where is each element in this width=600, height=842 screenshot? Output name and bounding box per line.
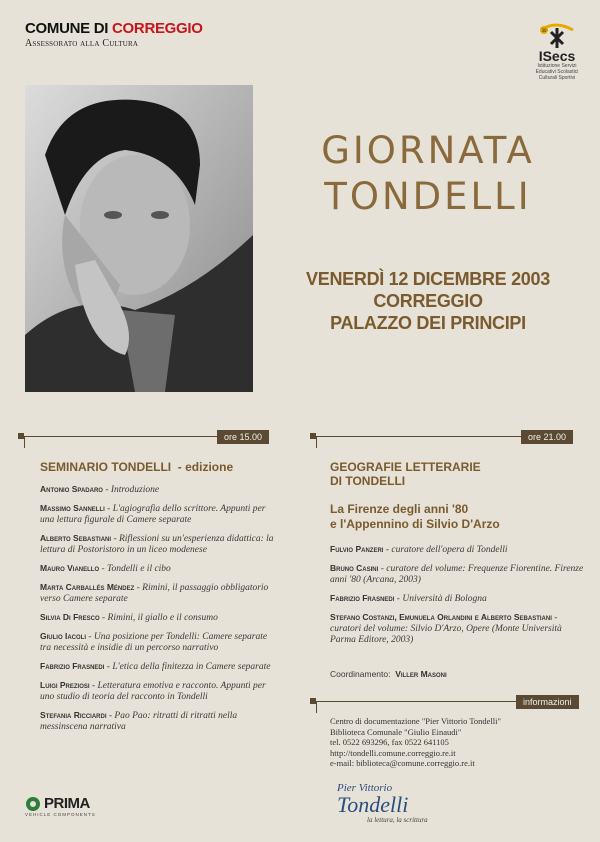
comune-logo <box>25 20 203 49</box>
event-city: CORREGGIO <box>373 291 483 311</box>
section-divider <box>24 436 25 448</box>
speaker-name: Fabrizio Frasnedi <box>40 661 105 671</box>
logo-last-name: Tondelli <box>337 792 409 817</box>
assessorato-label: Assessorato alla Cultura <box>25 38 139 49</box>
prima-name: PRIMA <box>44 795 90 812</box>
talk-title: - Letteratura emotiva e racconto. Appunti per uno studio di teoria del racconto in Tondelli <box>40 681 266 702</box>
svg-text:30: 30 <box>541 28 547 33</box>
isecs-logo <box>527 22 587 81</box>
author-portrait <box>25 85 253 392</box>
speaker-name: Fulvio Panzeri <box>330 544 384 554</box>
program-item <box>40 612 280 623</box>
coordination: Coordinamento: Viller Masoni <box>330 669 447 679</box>
speaker-name: Stefania Ricciardi <box>40 710 107 720</box>
talk-title: - curatori del volume: Silvio D'Arzo, Opere (Monte Università Parma Editore, 2003) <box>330 613 562 645</box>
prima-subtitle: VEHICLE COMPONENTS <box>25 812 96 817</box>
talk-title: - Università di Bologna <box>394 594 487 604</box>
program-item <box>330 544 585 555</box>
program-item <box>40 631 280 653</box>
isecs-name: ISecs <box>538 48 576 64</box>
program-item <box>40 661 280 672</box>
program-item <box>40 582 280 604</box>
evening-subtitle-2: e l'Appennino di Silvio D'Arzo <box>330 517 500 531</box>
prima-icon <box>25 796 41 812</box>
afternoon-time-tag: ore 15.00 <box>217 430 269 444</box>
section-divider <box>316 436 521 437</box>
contact-line: e-mail: biblioteca@comune.correggio.re.it <box>330 758 475 768</box>
program-item <box>40 563 280 574</box>
speaker-name: Silvia Di Fresco <box>40 612 100 622</box>
program-item <box>40 484 280 495</box>
talk-title: - Rimini, il passaggio obbligatorio verso Camere separate <box>40 583 269 604</box>
speaker-name: Alberto Sebastiani <box>40 533 112 543</box>
evening-title-1: GEOGRAFIE LETTERARIE <box>330 460 481 474</box>
speaker-name: Marta Carballés Méndez <box>40 582 135 592</box>
isecs-figure-icon <box>535 22 579 50</box>
seminar-section <box>40 460 280 740</box>
section-divider <box>24 436 217 437</box>
event-venue: PALAZZO DEI PRINCIPI <box>330 313 526 333</box>
talk-title: - Tondelli e il cibo <box>99 564 171 574</box>
talk-title: - Pao Pao: ritratti di ritratti nella messinscena narrativa <box>40 711 238 732</box>
tondelli-logo <box>337 782 428 824</box>
program-item <box>330 612 585 645</box>
seminar-title: SEMINARIO TONDELLI - edizione <box>40 460 234 474</box>
speaker-name: Massimo Sannelli <box>40 503 105 513</box>
evening-section <box>330 460 585 653</box>
talk-title: - Rimini, il giallo e il consumo <box>99 613 218 623</box>
contact-line: tel. 0522 693296, fax 0522 641105 <box>330 737 449 747</box>
contact-line: Biblioteca Comunale "Giulio Einaudi" <box>330 726 462 737</box>
talk-title: - L'etica della finitezza in Camere separate <box>104 662 271 672</box>
speaker-name: Stefano Costanzi, Emunuela Orlandini e Alberto Sebastiani <box>330 612 552 622</box>
speaker-name: Mauro Vianello <box>40 563 100 573</box>
speaker-name: Luigi Preziosi <box>40 680 90 690</box>
seminar-program <box>40 484 280 732</box>
speaker-name: Giulio Iacoli <box>40 631 86 641</box>
evening-time-tag: ore 21.00 <box>521 430 573 444</box>
speaker-name: Bruno Casini <box>330 563 379 573</box>
section-divider <box>316 701 317 713</box>
program-item <box>40 533 280 555</box>
speaker-name: Antonio Spadaro <box>40 484 103 494</box>
section-divider <box>316 701 516 702</box>
contact-line: Centro di documentazione "Pier Vittorio Tondelli" <box>330 716 502 726</box>
logo-first-name: Pier Vittorio <box>337 782 393 794</box>
talk-title: - L'agiografia dello scrittore. Appunti per una lettura figurale di Camere separate <box>40 504 266 525</box>
title-line-2: TONDELLI <box>324 175 532 218</box>
event-title <box>278 128 578 220</box>
evening-title-2: DI TONDELLI <box>330 474 406 488</box>
speaker-name: Fabrizio Frasnedi <box>330 593 395 603</box>
isecs-subtitle: Istituzione Servizi Educativi Scolastici Culturali Sportivi <box>535 63 579 81</box>
contact-info <box>330 716 590 769</box>
program-item <box>40 680 280 702</box>
evening-program <box>330 544 585 645</box>
comune-name: COMUNE DI CORREGGIO <box>25 20 203 37</box>
program-item <box>40 710 280 732</box>
event-details <box>278 268 578 334</box>
talk-title: - curatore dell'opera di Tondelli <box>383 545 508 555</box>
evening-subtitle-1: La Firenze degli anni '80 <box>330 502 469 516</box>
talk-title: - Una posizione per Tondelli: Camere separate tra necessità e insidie di un percorso narrativo <box>40 632 268 653</box>
logo-tagline: la lettura, la scrittura <box>367 816 428 824</box>
contact-line: http://tondelli.comune.correggio.re.it <box>330 747 456 758</box>
program-item <box>330 563 585 585</box>
event-date: VENERDÌ 12 DICEMBRE 2003 <box>306 269 550 289</box>
prima-logo <box>25 795 96 817</box>
section-divider <box>316 436 317 448</box>
program-item <box>330 593 585 604</box>
title-line-1: GIORNATA <box>321 129 535 172</box>
program-item <box>40 503 280 525</box>
talk-title: - Introduzione <box>102 485 160 495</box>
info-tag: informazioni <box>516 695 579 709</box>
talk-title: - curatore del volume: Frequenze Fiorentine. Firenze anni '80 (Arcana, 2003) <box>330 564 584 585</box>
talk-title: - Riflessioni su un'esperienza didattica: la lettura di Postoristoro in un liceo modenese <box>40 534 274 555</box>
